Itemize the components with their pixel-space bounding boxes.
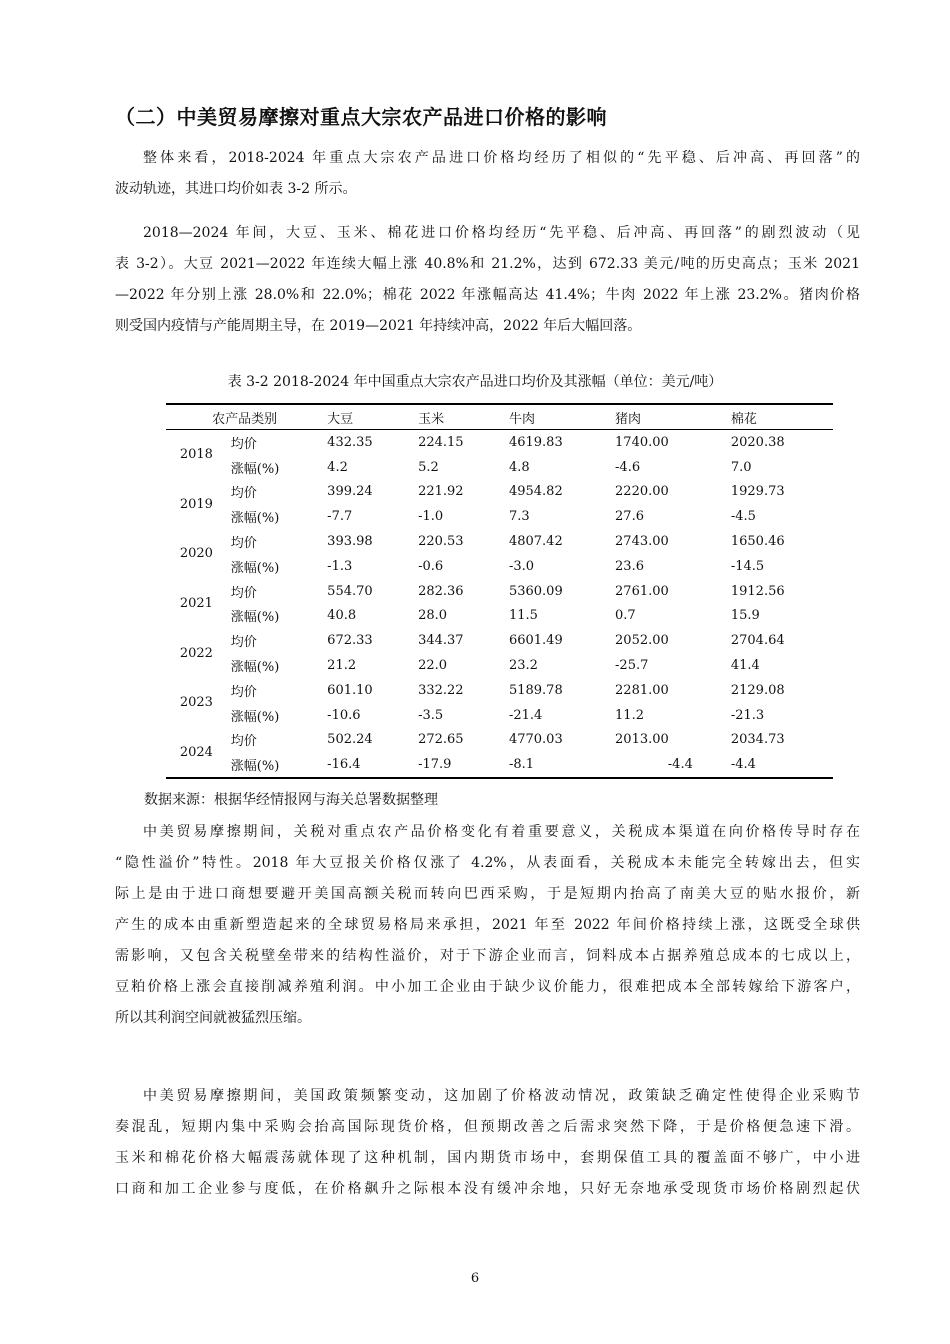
soybean-price-cell: 672.33 bbox=[327, 633, 373, 649]
corn-price-cell: 220.53 bbox=[418, 534, 464, 550]
text-line: 表 3-2）。大豆 2021—2022 年连续大幅上涨 40.8%和 21.2%，达到 672.33 美元/吨的历史高点；玉米 2021 bbox=[115, 256, 860, 272]
table-row bbox=[166, 728, 833, 753]
header-pork: 猪肉 bbox=[611, 404, 727, 430]
year-cell: 2018 bbox=[179, 447, 213, 463]
corn-change-cell: -3.5 bbox=[418, 707, 444, 723]
table-header-row bbox=[166, 404, 833, 430]
corn-change-cell: 5.2 bbox=[418, 459, 439, 475]
pork-change-cell: 27.6 bbox=[615, 509, 644, 525]
beef-price-cell: 4807.42 bbox=[508, 534, 563, 550]
beef-change-cell: -8.1 bbox=[508, 757, 535, 773]
table-row bbox=[166, 455, 833, 480]
text-line: 整体来看，2018-2024 年重点大宗农产品进口价格均经历了相似的“先平稳、后冲高、再回落”的 bbox=[143, 150, 860, 166]
cotton-price-cell: 1912.56 bbox=[730, 583, 785, 599]
price-label-cell: 均价 bbox=[230, 684, 257, 700]
corn-change-cell: -1.0 bbox=[418, 509, 444, 525]
header-soybean: 大豆 bbox=[323, 404, 414, 430]
pork-price-cell: 2013.00 bbox=[615, 732, 669, 748]
beef-change-cell: 11.5 bbox=[508, 608, 538, 624]
data-source-note: 数据来源：根据华经情报网与海关总署数据整理 bbox=[144, 792, 438, 808]
table-row bbox=[166, 430, 833, 455]
change-label-cell: 涨幅(%) bbox=[230, 759, 280, 775]
price-table bbox=[166, 403, 833, 779]
corn-price-cell: 224.15 bbox=[418, 434, 464, 450]
beef-change-cell: -3.0 bbox=[508, 558, 535, 574]
table-row bbox=[166, 678, 833, 703]
pork-price-cell: 2743.00 bbox=[615, 534, 669, 550]
year-cell: 2020 bbox=[179, 546, 213, 562]
text-line: 产生的成本由重新塑造起来的全球贸易格局来承担，2021 年至 2022 年间价格持续上涨，这既受全球供 bbox=[115, 917, 860, 933]
soybean-price-cell: 502.24 bbox=[327, 732, 373, 748]
cotton-price-cell: 2034.73 bbox=[730, 732, 785, 748]
beef-change-cell: 23.2 bbox=[508, 658, 538, 674]
corn-price-cell: 272.65 bbox=[418, 732, 464, 748]
cotton-price-cell: 2129.08 bbox=[730, 682, 785, 698]
soybean-price-cell: 399.24 bbox=[327, 484, 373, 500]
paragraph-tariff bbox=[115, 817, 860, 1034]
year-cell: 2019 bbox=[179, 496, 213, 512]
pork-change-cell: -4.6 bbox=[615, 459, 641, 475]
year-cell: 2021 bbox=[179, 596, 213, 612]
pork-price-cell: 1740.00 bbox=[615, 434, 669, 450]
soybean-change-cell: -16.4 bbox=[327, 757, 361, 773]
soybean-change-cell: 21.2 bbox=[327, 658, 357, 674]
table-row bbox=[166, 579, 833, 604]
table-row bbox=[166, 653, 833, 678]
cotton-change-cell: -4.5 bbox=[730, 509, 756, 525]
paragraph-overview bbox=[115, 143, 860, 205]
table-row bbox=[166, 752, 833, 778]
table-row bbox=[166, 529, 833, 554]
pork-price-cell: 2052.00 bbox=[615, 633, 669, 649]
beef-change-cell: 7.3 bbox=[508, 509, 530, 525]
soybean-price-cell: 554.70 bbox=[327, 583, 373, 599]
text-line: 则受国内疫情与产能周期主导，在 2019—2021 年持续冲高，2022 年后大幅回落。 bbox=[115, 318, 642, 334]
change-label-cell: 涨幅(%) bbox=[230, 709, 280, 725]
soybean-price-cell: 393.98 bbox=[327, 534, 373, 550]
header-corn: 玉米 bbox=[414, 404, 505, 430]
header-cotton: 棉花 bbox=[727, 404, 833, 430]
pork-change-cell: 23.6 bbox=[615, 558, 644, 574]
pork-change-cell: 11.2 bbox=[615, 707, 644, 723]
year-cell: 2024 bbox=[179, 744, 213, 760]
text-line: 中美贸易摩擦期间，关税对重点农产品价格变化有着重要意义，关税成本渠道在向价格传导时存在 bbox=[143, 824, 860, 840]
pork-change-cell: 0.7 bbox=[615, 608, 636, 624]
text-line: 奏混乱，短期内集中采购会抬高国际现货价格，但预期改善之后需求突然下降，于是价格便急速下滑。 bbox=[115, 1119, 860, 1135]
beef-price-cell: 6601.49 bbox=[508, 633, 563, 649]
soybean-change-cell: 4.2 bbox=[327, 459, 348, 475]
beef-price-cell: 4619.83 bbox=[508, 434, 563, 450]
soybean-change-cell: -7.7 bbox=[327, 509, 353, 525]
cotton-price-cell: 1650.46 bbox=[730, 534, 785, 550]
table-caption: 表 3-2 2018-2024 年中国重点大宗农产品进口均价及其涨幅（单位：美元/吨） bbox=[227, 374, 723, 390]
price-label-cell: 均价 bbox=[230, 486, 257, 502]
corn-price-cell: 332.22 bbox=[418, 682, 464, 698]
text-line: 2018—2024 年间，大豆、玉米、棉花进口价格均经历“先平稳、后冲高、再回落”的剧烈波动（见 bbox=[143, 225, 860, 241]
corn-change-cell: -17.9 bbox=[418, 757, 452, 773]
text-line: 中美贸易摩擦期间，美国政策频繁变动，这加剧了价格波动情况，政策缺乏确定性使得企业采购节 bbox=[143, 1088, 860, 1104]
table-row bbox=[166, 703, 833, 728]
cotton-change-cell: 41.4 bbox=[730, 658, 760, 674]
corn-change-cell: -0.6 bbox=[418, 558, 444, 574]
beef-price-cell: 4770.03 bbox=[508, 732, 563, 748]
change-label-cell: 涨幅(%) bbox=[230, 660, 280, 676]
paragraph-policy bbox=[115, 1081, 860, 1205]
table-row bbox=[166, 628, 833, 653]
pork-price-cell: 2281.00 bbox=[615, 682, 669, 698]
cotton-change-cell: 7.0 bbox=[730, 459, 752, 475]
year-cell: 2022 bbox=[179, 645, 213, 661]
beef-change-cell: 4.8 bbox=[508, 459, 530, 475]
pork-change-cell: -4.4 bbox=[667, 757, 693, 773]
change-label-cell: 涨幅(%) bbox=[230, 560, 280, 576]
corn-change-cell: 22.0 bbox=[418, 658, 448, 674]
section-heading: （二）中美贸易摩擦对重点大宗农产品进口价格的影响 bbox=[115, 105, 607, 129]
beef-price-cell: 5189.78 bbox=[508, 682, 563, 698]
header-beef: 牛肉 bbox=[505, 404, 611, 430]
text-line: 口商和加工企业参与度低，在价格飙升之际根本没有缓冲余地，只好无奈地承受现货市场价格剧烈起伏 bbox=[115, 1181, 860, 1197]
text-line: 际上是由于进口商想要避开美国高额关税而转向巴西采购，于是短期内抬高了南美大豆的贴水报价，新 bbox=[115, 886, 860, 902]
cotton-change-cell: 15.9 bbox=[730, 608, 760, 624]
price-label-cell: 均价 bbox=[230, 436, 257, 452]
text-line: 玉米和棉花价格大幅震荡就体现了这种机制，国内期货市场中，套期保值工具的覆盖面不够广，中小进 bbox=[115, 1150, 860, 1166]
price-label-cell: 均价 bbox=[230, 536, 257, 552]
pork-price-cell: 2220.00 bbox=[615, 484, 669, 500]
table-row bbox=[166, 504, 833, 529]
text-line: —2022 年分别上涨 28.0%和 22.0%；棉花 2022 年涨幅高达 41.4%；牛肉 2022 年上涨 23.2%。猪肉价格 bbox=[115, 287, 860, 303]
soybean-price-cell: 601.10 bbox=[327, 682, 373, 698]
price-label-cell: 均价 bbox=[230, 585, 257, 601]
table-row bbox=[166, 554, 833, 579]
text-line: “隐性溢价”特性。2018 年大豆报关价格仅涨了 4.2%，从表面看，关税成本未能完全转嫁出去，但实 bbox=[115, 855, 860, 871]
header-category: 农产品类别 bbox=[166, 404, 323, 430]
corn-price-cell: 221.92 bbox=[418, 484, 464, 500]
pork-change-cell: -25.7 bbox=[615, 658, 649, 674]
cotton-price-cell: 1929.73 bbox=[730, 484, 785, 500]
change-label-cell: 涨幅(%) bbox=[230, 461, 280, 477]
corn-price-cell: 282.36 bbox=[418, 583, 464, 599]
table-row bbox=[166, 480, 833, 505]
cotton-price-cell: 2020.38 bbox=[730, 434, 785, 450]
cotton-change-cell: -21.3 bbox=[730, 707, 765, 723]
soybean-price-cell: 432.35 bbox=[327, 434, 373, 450]
corn-price-cell: 344.37 bbox=[418, 633, 464, 649]
cotton-change-cell: -4.4 bbox=[730, 757, 756, 773]
soybean-change-cell: -1.3 bbox=[327, 558, 353, 574]
page-number: 6 bbox=[470, 1271, 480, 1286]
table-row bbox=[166, 604, 833, 629]
text-line: 豆粕价格上涨会直接削减养殖利润。中小加工企业由于缺少议价能力，很难把成本全部转嫁给下游客户， bbox=[115, 979, 860, 995]
change-label-cell: 涨幅(%) bbox=[230, 610, 280, 626]
beef-change-cell: -21.4 bbox=[508, 707, 543, 723]
text-line: 波动轨迹，其进口均价如表 3-2 所示。 bbox=[115, 181, 357, 197]
beef-price-cell: 4954.82 bbox=[508, 484, 563, 500]
text-line: 所以其利润空间就被猛烈压缩。 bbox=[115, 1010, 311, 1026]
soybean-change-cell: 40.8 bbox=[327, 608, 357, 624]
price-label-cell: 均价 bbox=[230, 734, 257, 750]
year-cell: 2023 bbox=[179, 695, 213, 711]
paragraph-volatility bbox=[115, 218, 860, 342]
price-label-cell: 均价 bbox=[230, 635, 257, 651]
pork-price-cell: 2761.00 bbox=[615, 583, 669, 599]
cotton-price-cell: 2704.64 bbox=[730, 633, 785, 649]
beef-price-cell: 5360.09 bbox=[508, 583, 563, 599]
change-label-cell: 涨幅(%) bbox=[230, 511, 280, 527]
soybean-change-cell: -10.6 bbox=[327, 707, 361, 723]
cotton-change-cell: -14.5 bbox=[730, 558, 765, 574]
text-line: 需影响，又包含关税壁垒带来的结构性溢价，对于下游企业而言，饲料成本占据养殖总成本的七成以上， bbox=[115, 948, 860, 964]
corn-change-cell: 28.0 bbox=[418, 608, 448, 624]
